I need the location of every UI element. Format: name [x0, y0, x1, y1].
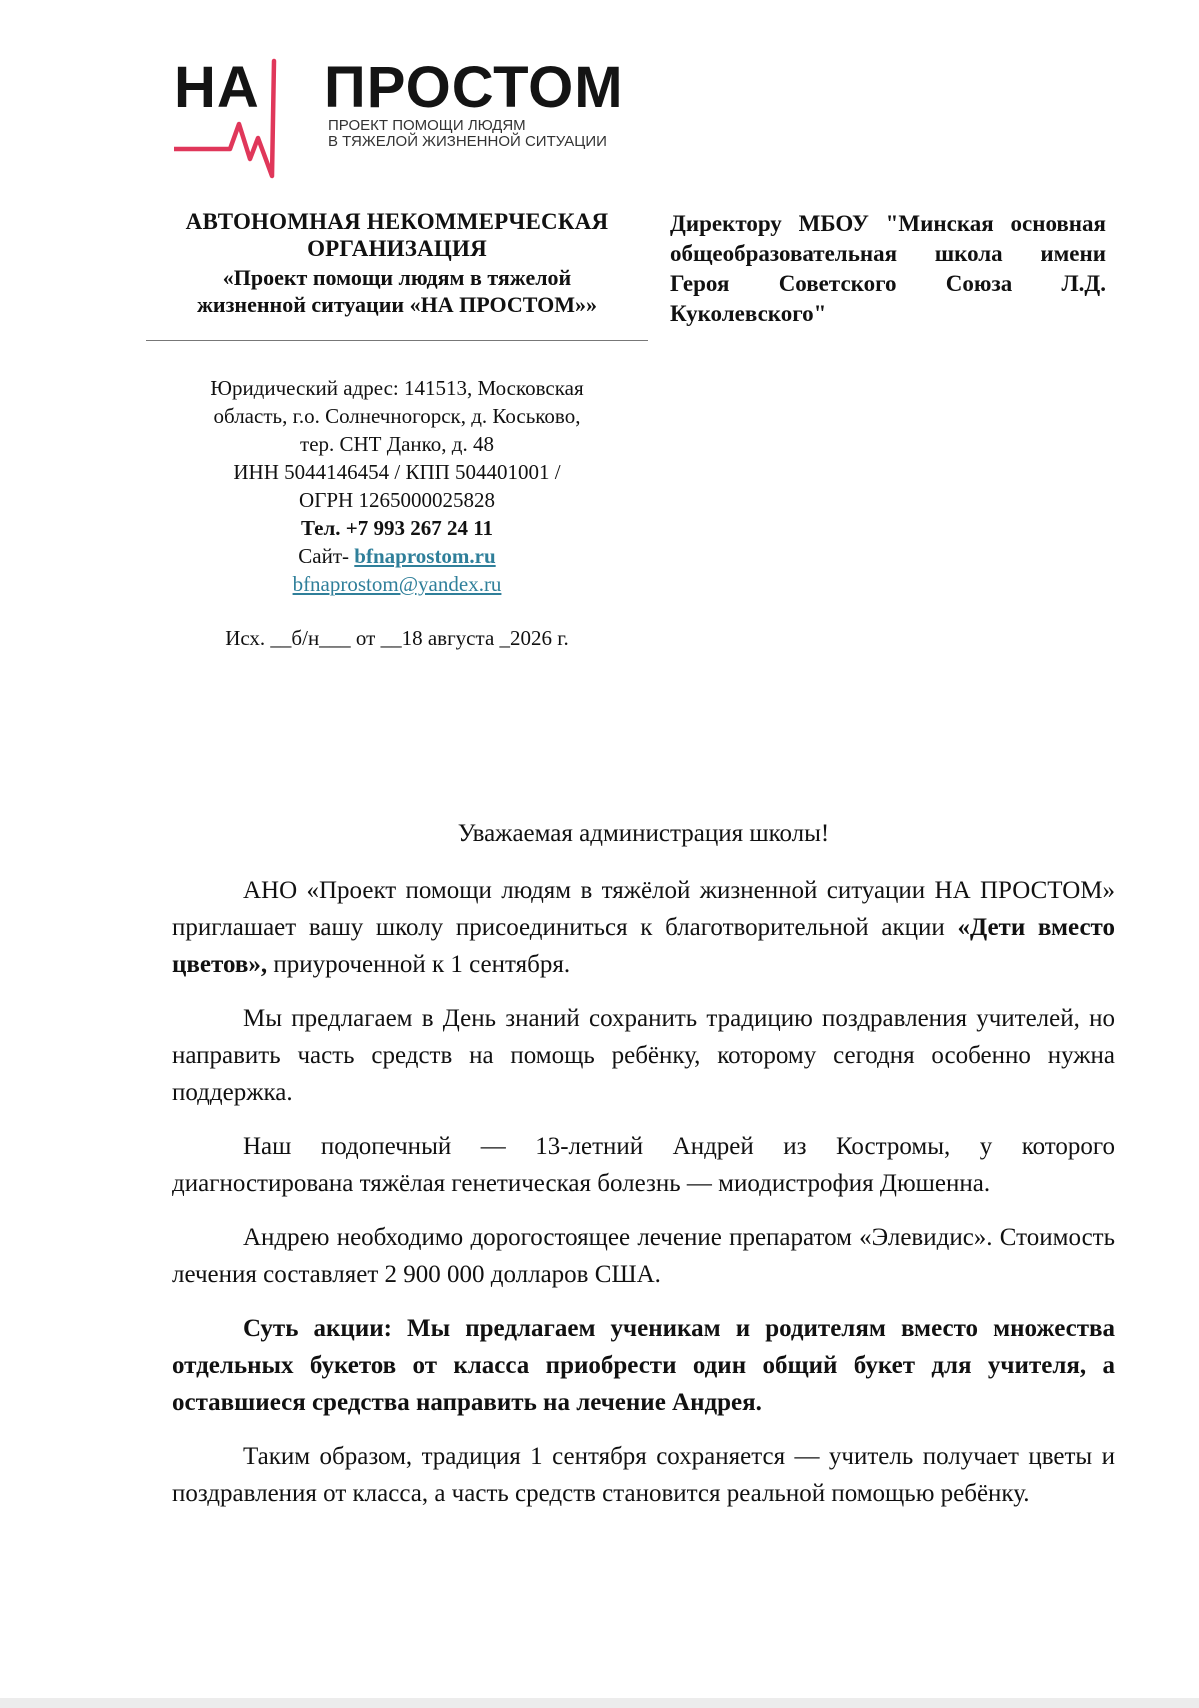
paragraph-proposal: Мы предлагаем в День знаний сохранить традицию поздравления учителей, но направить часть средств на помощь ребёнку, которому сегодня особенно нужна поддержка. — [172, 1005, 1115, 1106]
address-line: область, г.о. Солнечногорск, д. Коськово, — [213, 404, 581, 428]
phone: Тел. +7 993 267 24 11 — [300, 516, 494, 540]
greeting: Уважаемая администрация школы! — [457, 820, 830, 847]
header-divider — [146, 340, 648, 341]
sender-requisites — [146, 374, 648, 652]
sender-header — [146, 208, 648, 318]
site-link[interactable]: bfnaprostom.ru — [354, 544, 496, 568]
paragraph-campaign-essence: Суть акции: Мы предлагаем ученикам и родителям вместо множества отдельных букетов от класса приобрести один общий букет для учителя, а оставшиеся средства направить на лечение Андрея. — [172, 1315, 1115, 1416]
organization-logo — [174, 55, 644, 198]
paragraph-invitation — [172, 872, 1115, 983]
logo-text-na: НА — [174, 55, 260, 120]
org-title-line: АВТОНОМНАЯ НЕКОММЕРЧЕСКАЯ — [185, 209, 609, 234]
addressee: Директору МБОУ "Минская основная общеобразовательная школа имени Героя Советского Союза Л.Д. Куколевского" — [670, 211, 1106, 326]
org-title — [146, 208, 648, 262]
paragraph-conclusion: Таким образом, традиция 1 сентября сохраняется — учитель получает цветы и поздравления от класса, а часть средств становится реальной помощью ребёнку. — [172, 1443, 1115, 1507]
logo-tagline-line: В ТЯЖЕЛОЙ ЖИЗНЕННОЙ СИТУАЦИИ — [328, 133, 607, 150]
site-line — [146, 542, 648, 570]
paragraph-beneficiary: Наш подопечный — 13-летний Андрей из Костромы, у которого диагностирована тяжёлая генетическая болезнь — миодистрофия Дюшенна. — [172, 1133, 1115, 1197]
paragraph-text: АНО «Проект помощи людям в тяжёлой жизненной ситуации НА ПРОСТОМ» приглашает вашу школу присоединиться к благотворительной акции — [172, 877, 1115, 941]
paragraph-treatment: Андрею необходимо дорогостоящее лечение препаратом «Элевидис». Стоимость лечения составляет 2 900 000 долларов США. — [172, 1224, 1115, 1288]
org-subtitle-line: «Проект помощи людям в тяжелой — [222, 265, 572, 290]
paragraph-text: приуроченной к 1 сентября. — [267, 951, 571, 978]
org-subtitle-line: жизненной ситуации «НА ПРОСТОМ»» — [196, 292, 598, 317]
email-link[interactable]: bfnaprostom@yandex.ru — [292, 572, 502, 596]
logo-tagline — [328, 118, 607, 150]
address-line: Юридический адрес: 141513, Московская — [210, 376, 584, 400]
campaign-name: «Дети вместо цветов», — [172, 914, 1115, 978]
letter-body — [172, 872, 1115, 1529]
tax-ids-line: ИНН 5044146454 / КПП 504401001 / — [233, 460, 561, 484]
logo-tagline-line: ПРОЕКТ ПОМОЩИ ЛЮДЯМ — [328, 117, 526, 134]
logo-text-name: ПРОСТОМ — [324, 55, 624, 120]
address-line: тер. СНТ Данко, д. 48 — [300, 432, 494, 456]
site-label: Сайт- — [298, 544, 355, 568]
org-subtitle — [146, 264, 648, 318]
outgoing-number: Исх. __б/н___ от __18 августа _2026 г. — [225, 626, 569, 650]
org-title-line: ОРГАНИЗАЦИЯ — [307, 236, 487, 261]
email-line — [146, 570, 648, 598]
ogrn-line: ОГРН 1265000025828 — [299, 488, 495, 512]
heartbeat-pulse-icon — [174, 55, 314, 198]
page-bottom-edge — [0, 1698, 1199, 1708]
